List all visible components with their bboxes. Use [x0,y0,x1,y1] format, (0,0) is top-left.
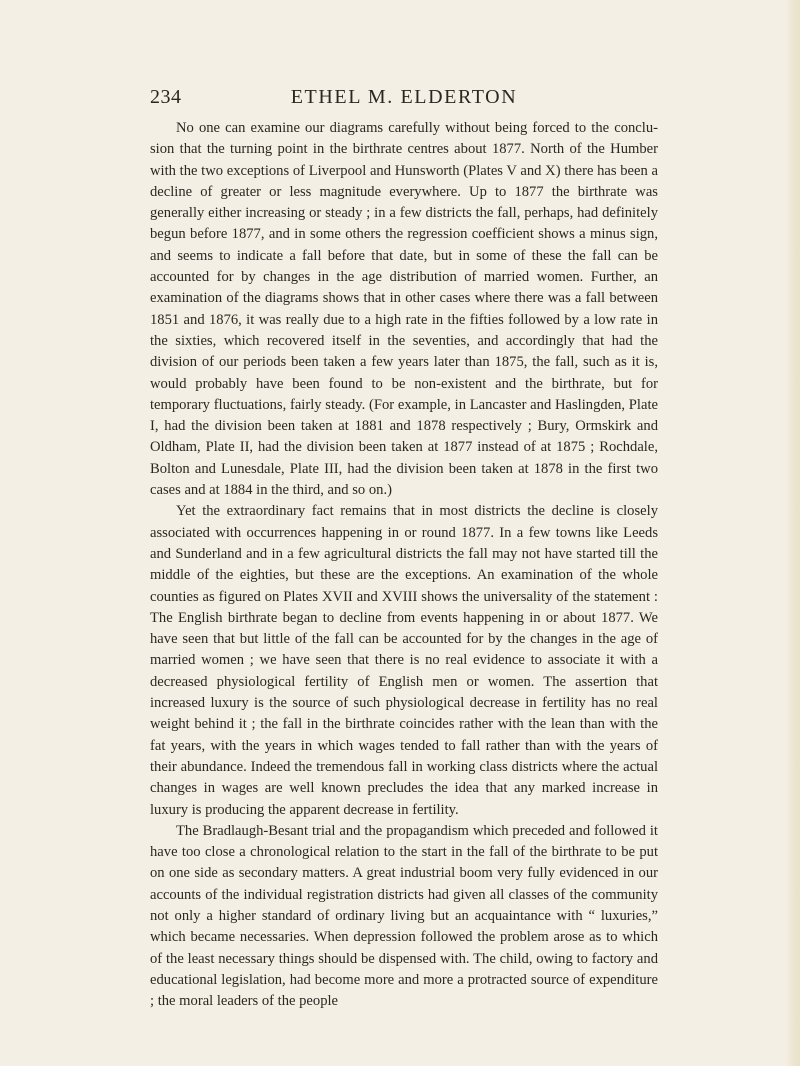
running-title: ETHEL M. ELDERTON [290,86,518,108]
page-edge [786,0,800,1066]
paragraph-2: Yet the extraordinary fact remains that in most districts the decline is closely associated with occurrences happening in or round 1877. In a few towns like Leeds and Sunderland and in a few agricultural districts the fall may not have started till the middle of the eighties, but these are the exceptions. An examination of the whole counties as figured on Plates XVII and XVIII shows the universality of the statement : The English birthrate began to decline from events happening in or about 1877. We have seen that but little of the fall can be accounted for by the changes in the age of married women ; we have seen that there is no real evidence to associate it with a decreased physiological fertility of English men or women. The assertion that increased luxury is the source of such physiological decrease in fertility has no real weight behind it ; the fall in the birthrate coincides rather with the lean than with the fat years, with the years in which wages tended to fall rather than with the years of their abundance. Indeed the tremendous fall in working class districts where the actual changes in wages are well known precludes the idea that any marked increase in luxury is producing the apparent decrease in fertility. [150,503,658,818]
page-header [150,86,658,110]
paragraph-3: The Bradlaugh-Besant trial and the propagandism which preceded and followed it have too close a chronological relation to the start in the fall of the birthrate to be put on one side as secondary matters. A great industrial boom very fully evidenced in our accounts of the individual registration districts had given all classes of the community not only a higher standard of ordinary living but an acquaintance with “ luxuries,” which became necessaries. When depression followed the problem arose as to which of the least necessary things should be dispensed with. The child, owing to factory and educational legislation, had become more and more a protracted source of expenditure ; the moral leaders of the people [150,822,658,1010]
paragraph-1: No one can examine our diagrams carefully without being forced to the conclusion that the turning point in the birthrate centres about 1877. North of the Humber with the two exceptions of Liverpool and Hunsworth (Plates V and X) there has been a decline of greater or less magnitude everywhere. Up to 1877 the birthrate was generally either increasing or steady ; in a few districts the fall, perhaps, had definitely begun before 1877, and in some others the regression coefficient shows a minus sign, and seems to indicate a fall before that date, but in some of these the fall can be accounted for by changes in the age distribution of married women. Further, an examination of the diagrams shows that in other cases where there was a fall between 1851 and 1876, it was really due to a high rate in the fifties followed by a low rate in the sixties, which recovered itself in the seventies, and accordingly that had the division of our periods been taken a few years later than 1875, the fall, such as it is, would probably have been found to be non-existent and the birthrate, but for temporary fluctuations, fairly steady. (For example, in Lancaster and Haslingden, Plate I, had the division been taken at 1881 and 1878 respectively ; Bury, Ormskirk and Oldham, Plate II, had the division been taken at 1877 instead of at 1875 ; Rochdale, Bolton and Lunesdale, Plate III, had the division been taken at 1878 in the first two cases and at 1884 in the third, and so on.) [150,120,658,499]
body-text [150,118,658,1012]
page-number: 234 [150,86,182,108]
